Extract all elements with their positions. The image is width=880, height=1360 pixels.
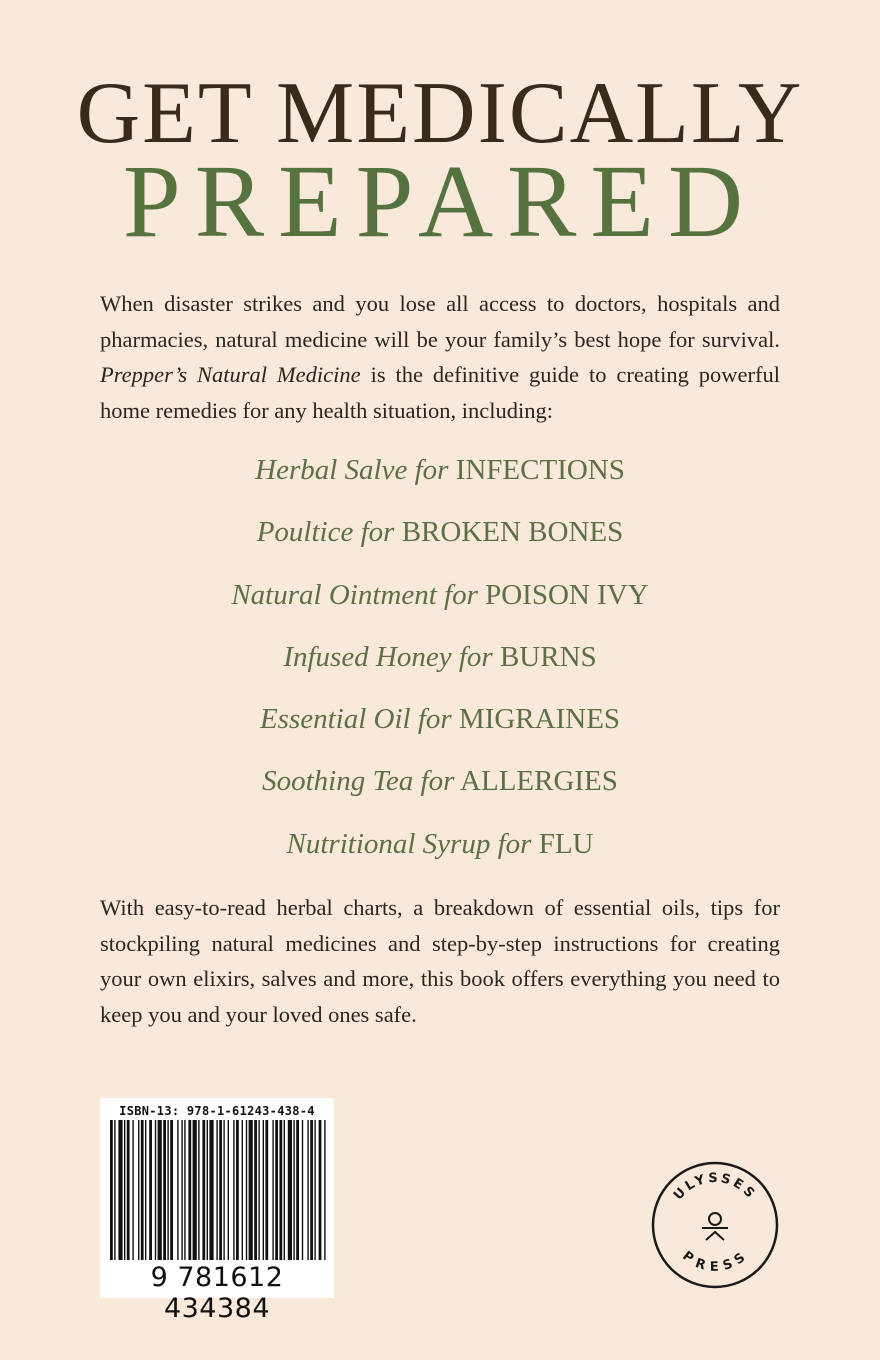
- barcode-bars: [104, 1120, 330, 1262]
- logo-name-top: ULYSSES: [670, 1170, 760, 1204]
- remedy-item: [0, 512, 880, 574]
- remedy-item: [0, 824, 880, 886]
- remedy-name: Essential Oil for: [259, 703, 452, 736]
- remedy-item: [0, 637, 880, 699]
- intro-text-start: When disaster strikes and you lose all access to doctors, hospitals and pharmacies, natural medicine will be your family’s best hope for survival.: [100, 291, 780, 352]
- remedy-name: Nutritional Syrup for: [286, 827, 532, 860]
- remedy-list: [0, 450, 880, 886]
- remedy-item: [0, 699, 880, 761]
- remedy-condition: MIGRAINES: [458, 703, 621, 736]
- remedy-condition: BROKEN BONES: [401, 516, 624, 549]
- remedy-condition: BURNS: [499, 640, 597, 673]
- remedy-condition: POISON IVY: [485, 578, 649, 611]
- remedy-condition: FLU: [538, 827, 594, 860]
- outro-paragraph: With easy-to-read herbal charts, a breakdown of essential oils, tips for stockpiling natural medicines and step-by-step instructions for creating your own elixirs, salves and more, this book offers everything you need to keep you and your loved ones safe.: [100, 895, 780, 1027]
- remedy-condition: INFECTIONS: [455, 454, 625, 486]
- remedy-name: Natural Ointment for: [231, 578, 478, 611]
- remedy-name: Soothing Tea for: [262, 765, 455, 798]
- remedy-item: [0, 450, 880, 512]
- headline-bottom: PREPARED: [122, 144, 758, 259]
- remedy-item: [0, 761, 880, 823]
- remedy-name: Infused Honey for: [283, 640, 493, 673]
- remedy-condition: ALLERGIES: [460, 765, 618, 798]
- remedy-item: [0, 575, 880, 637]
- book-title-inline: Prepper’s Natural Medicine: [100, 362, 361, 387]
- intro-text-end: is the definitive guide to creating powerful home remedies for any health situation, including:: [100, 362, 780, 423]
- intro-paragraph: [100, 286, 780, 428]
- logo-name-bottom: PRESS: [679, 1248, 751, 1275]
- remedy-name: Poultice for: [256, 516, 395, 549]
- isbn-barcode: [100, 1098, 334, 1324]
- publisher-logo: [650, 1160, 780, 1290]
- remedy-name: Herbal Salve for: [255, 454, 449, 486]
- isbn-label: ISBN-13: 978-1-61243-438-4: [119, 1104, 315, 1118]
- logo-emblem-icon: [702, 1213, 728, 1240]
- headline-top: GET MEDICALLY: [76, 65, 804, 162]
- barcode-digits: 9 781612 434384: [150, 1262, 284, 1324]
